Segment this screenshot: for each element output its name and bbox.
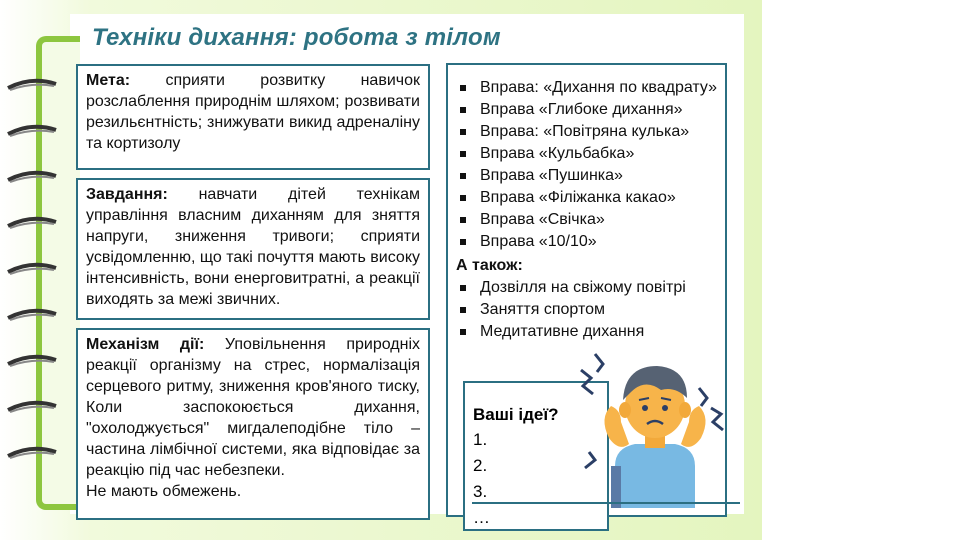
list-item: Вправа «10/10» xyxy=(456,231,717,253)
mechanism-label: Механізм дії: xyxy=(86,336,205,353)
divider-line xyxy=(472,502,740,504)
list-item: Медитативне дихання xyxy=(456,321,717,343)
list-item: Вправа: «Дихання по квадрату» xyxy=(456,77,717,99)
idea-line: 2. xyxy=(473,456,488,475)
also-label: А також: xyxy=(456,257,523,274)
idea-line: 3. xyxy=(473,482,488,501)
list-item: Вправа «Кульбабка» xyxy=(456,143,717,165)
mechanism-text: Уповільнення природніх реакції організму на стрес, нормалізація серцевого ритму, зниження кров'яного тиску, Коли заспокоюється дихання, "охолоджується" мигдалеподібне тіло – частина лімбічної системи, яка відповідає за реакцію під час небезпеки. xyxy=(86,336,421,479)
spiral-ring-icon xyxy=(6,354,58,370)
mechanism-box xyxy=(76,328,430,520)
spiral-ring-icon xyxy=(6,446,58,462)
list-item: Вправа «Свічка» xyxy=(456,209,717,231)
idea-line: 1. xyxy=(473,430,488,449)
also-list xyxy=(456,277,717,343)
page-title: Техніки дихання: робота з тілом xyxy=(92,24,501,51)
goal-text: сприяти розвитку навичок розслаблення природнім шляхом; розвивати резильєнтність; знижувати викид адреналіну та кортизолу xyxy=(86,72,420,152)
spiral-ring-icon xyxy=(6,124,58,140)
spiral-ring-icon xyxy=(6,78,58,94)
spiral-ring-icon xyxy=(6,308,58,324)
idea-line: … xyxy=(473,508,490,527)
spiral-ring-icon xyxy=(6,262,58,278)
stressed-boy-illustration xyxy=(575,348,735,508)
goal-box xyxy=(76,64,430,170)
list-item: Вправа «Філіжанка какао» xyxy=(456,187,717,209)
list-item: Дозвілля на свіжому повітрі xyxy=(456,277,717,299)
ideas-title: Ваші ідеї? xyxy=(473,405,559,424)
spiral-ring-icon xyxy=(6,400,58,416)
goal-label: Мета: xyxy=(86,72,131,89)
list-item: Вправа «Пушинка» xyxy=(456,165,717,187)
spiral-ring-icon xyxy=(6,170,58,186)
list-item: Заняття спортом xyxy=(456,299,717,321)
exercise-list xyxy=(456,77,717,253)
tasks-label: Завдання: xyxy=(86,186,168,203)
mechanism-limits: Не мають обмежень. xyxy=(86,483,242,500)
list-item: Вправа: «Повітряна кулька» xyxy=(456,121,717,143)
tasks-text: навчати дітей технікам управління власним диханням для зняття напруги, зниження тривоги; сприяти усвідомленню, що такі почуття мають високу інтенсивність, вони енерговитратні, а реакції виходять за межі звичних. xyxy=(86,186,420,308)
tasks-box xyxy=(76,178,430,320)
spiral-ring-icon xyxy=(6,216,58,232)
list-item: Вправа «Глибоке дихання» xyxy=(456,99,717,121)
